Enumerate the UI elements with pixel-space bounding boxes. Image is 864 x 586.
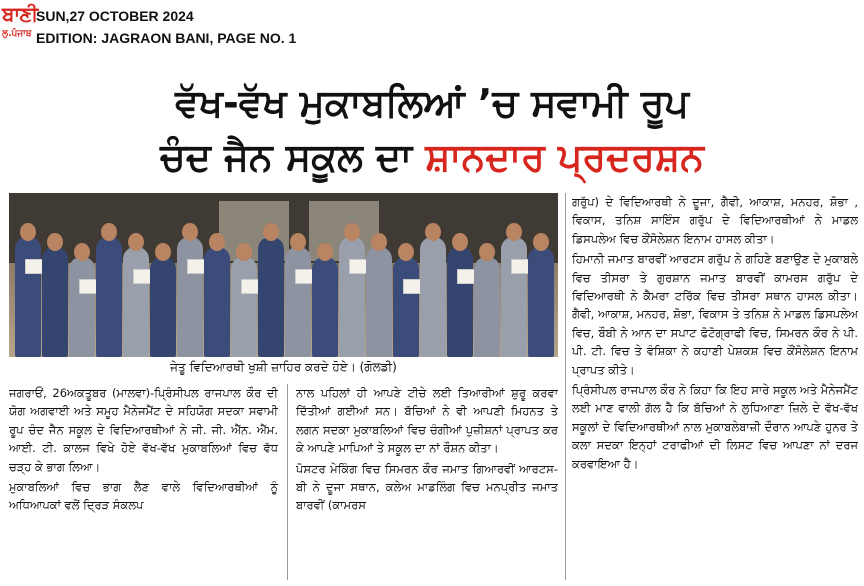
photo-student [393,257,419,357]
photo-student [15,237,41,357]
article-paragraph: ਜਗਰਾਓਂ, 26ਅਕਤੂਬਰ (ਮਾਲਵਾ)-ਪ੍ਰਿੰਸੀਪਲ ਰਾਜਪਾਲ ਕੌਰ ਦੀ ਯੋਗ ਅਗਵਾਈ ਅਤੇ ਸਮੂਹ ਮੈਨੇਜਮੈਂਟ ਦੇ ਸਹਿਯੋਗ ਸਦਕਾ ਸਵਾਮੀ ਰੂਪ ਚੰਦ ਜੈਨ ਸਕੂਲ ਦੇ ਵਿਦਿਆਰਥੀਆਂ ਨੇ ਜੀ. ਜੀ. ਐੱਨ. ਐੱਮ. ਆਈ. ਟੀ. ਕਾਲਜ ਵਿਖੇ ਹੋਏ ਵੱਖ-ਵੱਖ ਮੁਕਾਬਲਿਆਂ ਵਿਚ ਵੱਧ ਚੜ੍ਹ ਕੇ ਭਾਗ ਲਿਆ। [9,386,278,474]
photo-student-face [317,243,333,261]
headline-line-2-red: ਸ਼ਾਨਦਾਰ ਪ੍ਰਦਰਸ਼ਨ [425,135,704,179]
photo-student-face [425,223,441,241]
photo-student [339,237,365,357]
photo-student [447,247,473,357]
photo-student [42,247,68,357]
article-column-2 [296,384,558,580]
photo-student [285,247,311,357]
photo-student-face [371,233,387,251]
edition-line: EDITION: JAGRAON BANI, PAGE NO. 1 [36,30,297,46]
masthead [0,0,864,60]
photo-student [150,257,176,357]
article-column-1 [9,384,278,580]
photo-student-face [101,223,117,241]
photo-student-face [452,233,468,251]
photo-student-face [74,243,90,261]
article-paragraph: ਪੋਸਟਰ ਮੇਕਿੰਗ ਵਿਚ ਸਿਮਰਨ ਕੌਰ ਜਮਾਤ ਗਿਆਰਵੀਂ ਆਰਟਸ-ਬੀ ਨੇ ਦੂਜਾ ਸਥਾਨ, ਕਲੇਅ ਮਾਡਲਿੰਗ ਵਿਚ ਮਨਪ੍ਰੀਤ ਜਮਾਤ ਬਾਰਵੀਂ (ਕਾਮਰਸ [296,461,558,513]
headline-line-1: ਵੱਖ-ਵੱਖ ਮੁਕਾਬਲਿਆਂ ’ਚ ਸਵਾਮੀ ਰੂਪ [175,81,689,125]
photo-student-face [263,223,279,241]
photo-student-face [128,233,144,251]
article-column-3 [572,193,858,580]
article-paragraph: ਪ੍ਰਿੰਸੀਪਲ ਰਾਜਪਾਲ ਕੌਰ ਨੇ ਕਿਹਾ ਕਿ ਇਹ ਸਾਰੇ ਸਕੂਲ ਅਤੇ ਮੈਨੇਜਮੈਂਟ ਲਈ ਮਾਣ ਵਾਲੀ ਗੱਲ ਹੈ ਕਿ ਬੱਚਿਆਂ ਨੇ ਲੁਧਿਆਣਾ ਜ਼ਿਲੇ ਦੇ ਵੱਖ-ਵੱਖ ਸਕੂਲਾਂ ਦੇ ਵਿਦਿਆਰਥੀਆਂ ਨਾਲ ਮੁਕਾਬਲੇਬਾਜ਼ੀ ਦੌਰਾਨ ਆਪਣੇ ਹੁਨਰ ਤੇ ਕਲਾ ਸਦਕਾ ਇਨ੍ਹਾਂ ਟਰਾਫੀਆਂ ਦੀ ਲਿਸਟ ਵਿਚ ਆਪਣਾ ਨਾਂ ਦਰਜ ਕਰਵਾਇਆ ਹੈ। [572,383,858,471]
photo-student-face [155,243,171,261]
photo-student [420,237,446,357]
photo-student [366,247,392,357]
headline-line-2 [0,134,864,180]
logo-subtext: ਲੁ.ਪੰਜਾਬ [2,29,32,39]
photo-student-face [47,233,63,251]
newspaper-logo [2,2,38,51]
photo-student-face [20,223,36,241]
photo-student [501,237,527,357]
photo-student [96,237,122,357]
photo-student-face [344,223,360,241]
publication-date: SUN,27 OCTOBER 2024 [36,8,194,24]
article-paragraph: ਨਾਲ ਪਹਿਲਾਂ ਹੀ ਆਪਣੇ ਟੀਚੇ ਲਈ ਤਿਆਰੀਆਂ ਸ਼ੁਰੂ ਕਰਵਾ ਦਿੱਤੀਆਂ ਗਈਆਂ ਸਨ। ਬੱਚਿਆਂ ਨੇ ਵੀ ਆਪਣੀ ਮਿਹਨਤ ਤੇ ਲਗਨ ਸਦਕਾ ਮੁਕਾਬਲਿਆਂ ਵਿਚ ਚੰਗੀਆਂ ਪੁਜ਼ੀਸ਼ਨਾਂ ਪ੍ਰਾਪਤ ਕਰ ਕੇ ਆਪਣੇ ਮਾਪਿਆਂ ਤੇ ਸਕੂਲ ਦਾ ਨਾਂ ਰੌਸ਼ਨ ਕੀਤਾ। [296,386,558,456]
photo-student-face [533,233,549,251]
photo-student [528,247,554,357]
column-divider [565,193,566,580]
article-paragraph: ਮੁਕਾਬਲਿਆਂ ਵਿਚ ਭਾਗ ਲੈਣ ਵਾਲੇ ਵਿਦਿਆਰਥੀਆਂ ਨੂੰ ਅਧਿਆਪਕਾਂ ਵਲੋਂ ਦ੍ਰਿੜ ਸੰਕਲਪ [9,480,278,513]
photo-student-face [236,243,252,261]
photo-student [258,237,284,357]
article-paragraph: ਗਰੁੱਪ) ਦੇ ਵਿਦਿਆਰਥੀ ਨੇ ਦੂਜਾ, ਗੈਵੀ, ਆਕਾਸ਼, ਮਨਹਰ, ਸ਼ੋਭਾ , ਵਿਕਾਸ, ਤਨਿਸ਼ ਸਾਇੰਸ ਗਰੁੱਪ ਦੇ ਵਿਦਿਆਰਥੀਆਂ ਨੇ ਮਾਡਲ ਡਿਸਪਲੇਅ ਵਿਚ ਕੌਂਸੋਲੇਸ਼ਨ ਇਨਾਮ ਹਾਸਲ ਕੀਤਾ। [572,195,858,246]
logo-text: ਬਾਣੀ [2,2,38,26]
photo-student-face [398,243,414,261]
photo-caption: ਜੇਤੂ ਵਿਦਿਆਰਥੀ ਖੁਸ਼ੀ ਜ਼ਾਹਿਰ ਕਰਦੇ ਹੋਏ। (ਗੋਲਡੀ) [170,360,397,374]
photo-student-face [479,243,495,261]
photo-student [474,257,500,357]
column-divider [287,384,288,580]
photo-student-face [182,223,198,241]
photo-student [177,237,203,357]
article-paragraph: ਹਿਮਾਨੀ ਜਮਾਤ ਬਾਰਵੀਂ ਆਰਟਸ ਗਰੁੱਪ ਨੇ ਗਹਿਣੇ ਬਣਾਉਣ ਦੇ ਮੁਕਾਬਲੇ ਵਿਚ ਤੀਸਰਾ ਤੇ ਗੁਰਸ਼ਾਨ ਜਮਾਤ ਬਾਰਵੀਂ ਕਾਮਰਸ ਗਰੁੱਪ ਦੇ ਵਿਦਿਆਰਥੀ ਨੇ ਕੈਮਰਾ ਟਰਿੱਕ ਵਿਚ ਤੀਸਰਾ ਸਥਾਨ ਹਾਸਲ ਕੀਤਾ। ਗੈਵੀ, ਆਕਾਸ਼, ਮਨਹਰ, ਸ਼ੋਭਾ, ਵਿਕਾਸ ਤੇ ਤਨਿਸ਼ ਨੇ ਮਾਡਲ ਡਿਸਪਲੇਅ ਵਿਚ, ਬੌਬੀ ਨੇ ਆਨ ਦਾ ਸਪਾਟ ਫੋਟੋਗ੍ਰਾਫੀ ਵਿਚ, ਸਿਮਰਨ ਕੌਰ ਨੇ ਪੀ. ਪੀ. ਟੀ. ਵਿਚ ਤੇ ਵੰਸ਼ਿਕਾ ਨੇ ਕਹਾਣੀ ਪੇਸ਼ਕਸ਼ ਵਿਚ ਕੌਂਸੋਲੇਸ਼ਨ ਇਨਾਮ ਪ੍ਰਾਪਤ ਕੀਤੇ। [572,252,858,377]
photo-student-face [290,233,306,251]
photo-student [204,247,230,357]
photo-student [69,257,95,357]
photo-student [123,247,149,357]
group-photo [9,193,558,357]
photo-student-face [209,233,225,251]
photo-student-face [506,223,522,241]
photo-student [231,257,257,357]
headline-line-2-black: ਚੰਦ ਜੈਨ ਸਕੂਲ ਦਾ [160,135,426,179]
photo-student [312,257,338,357]
